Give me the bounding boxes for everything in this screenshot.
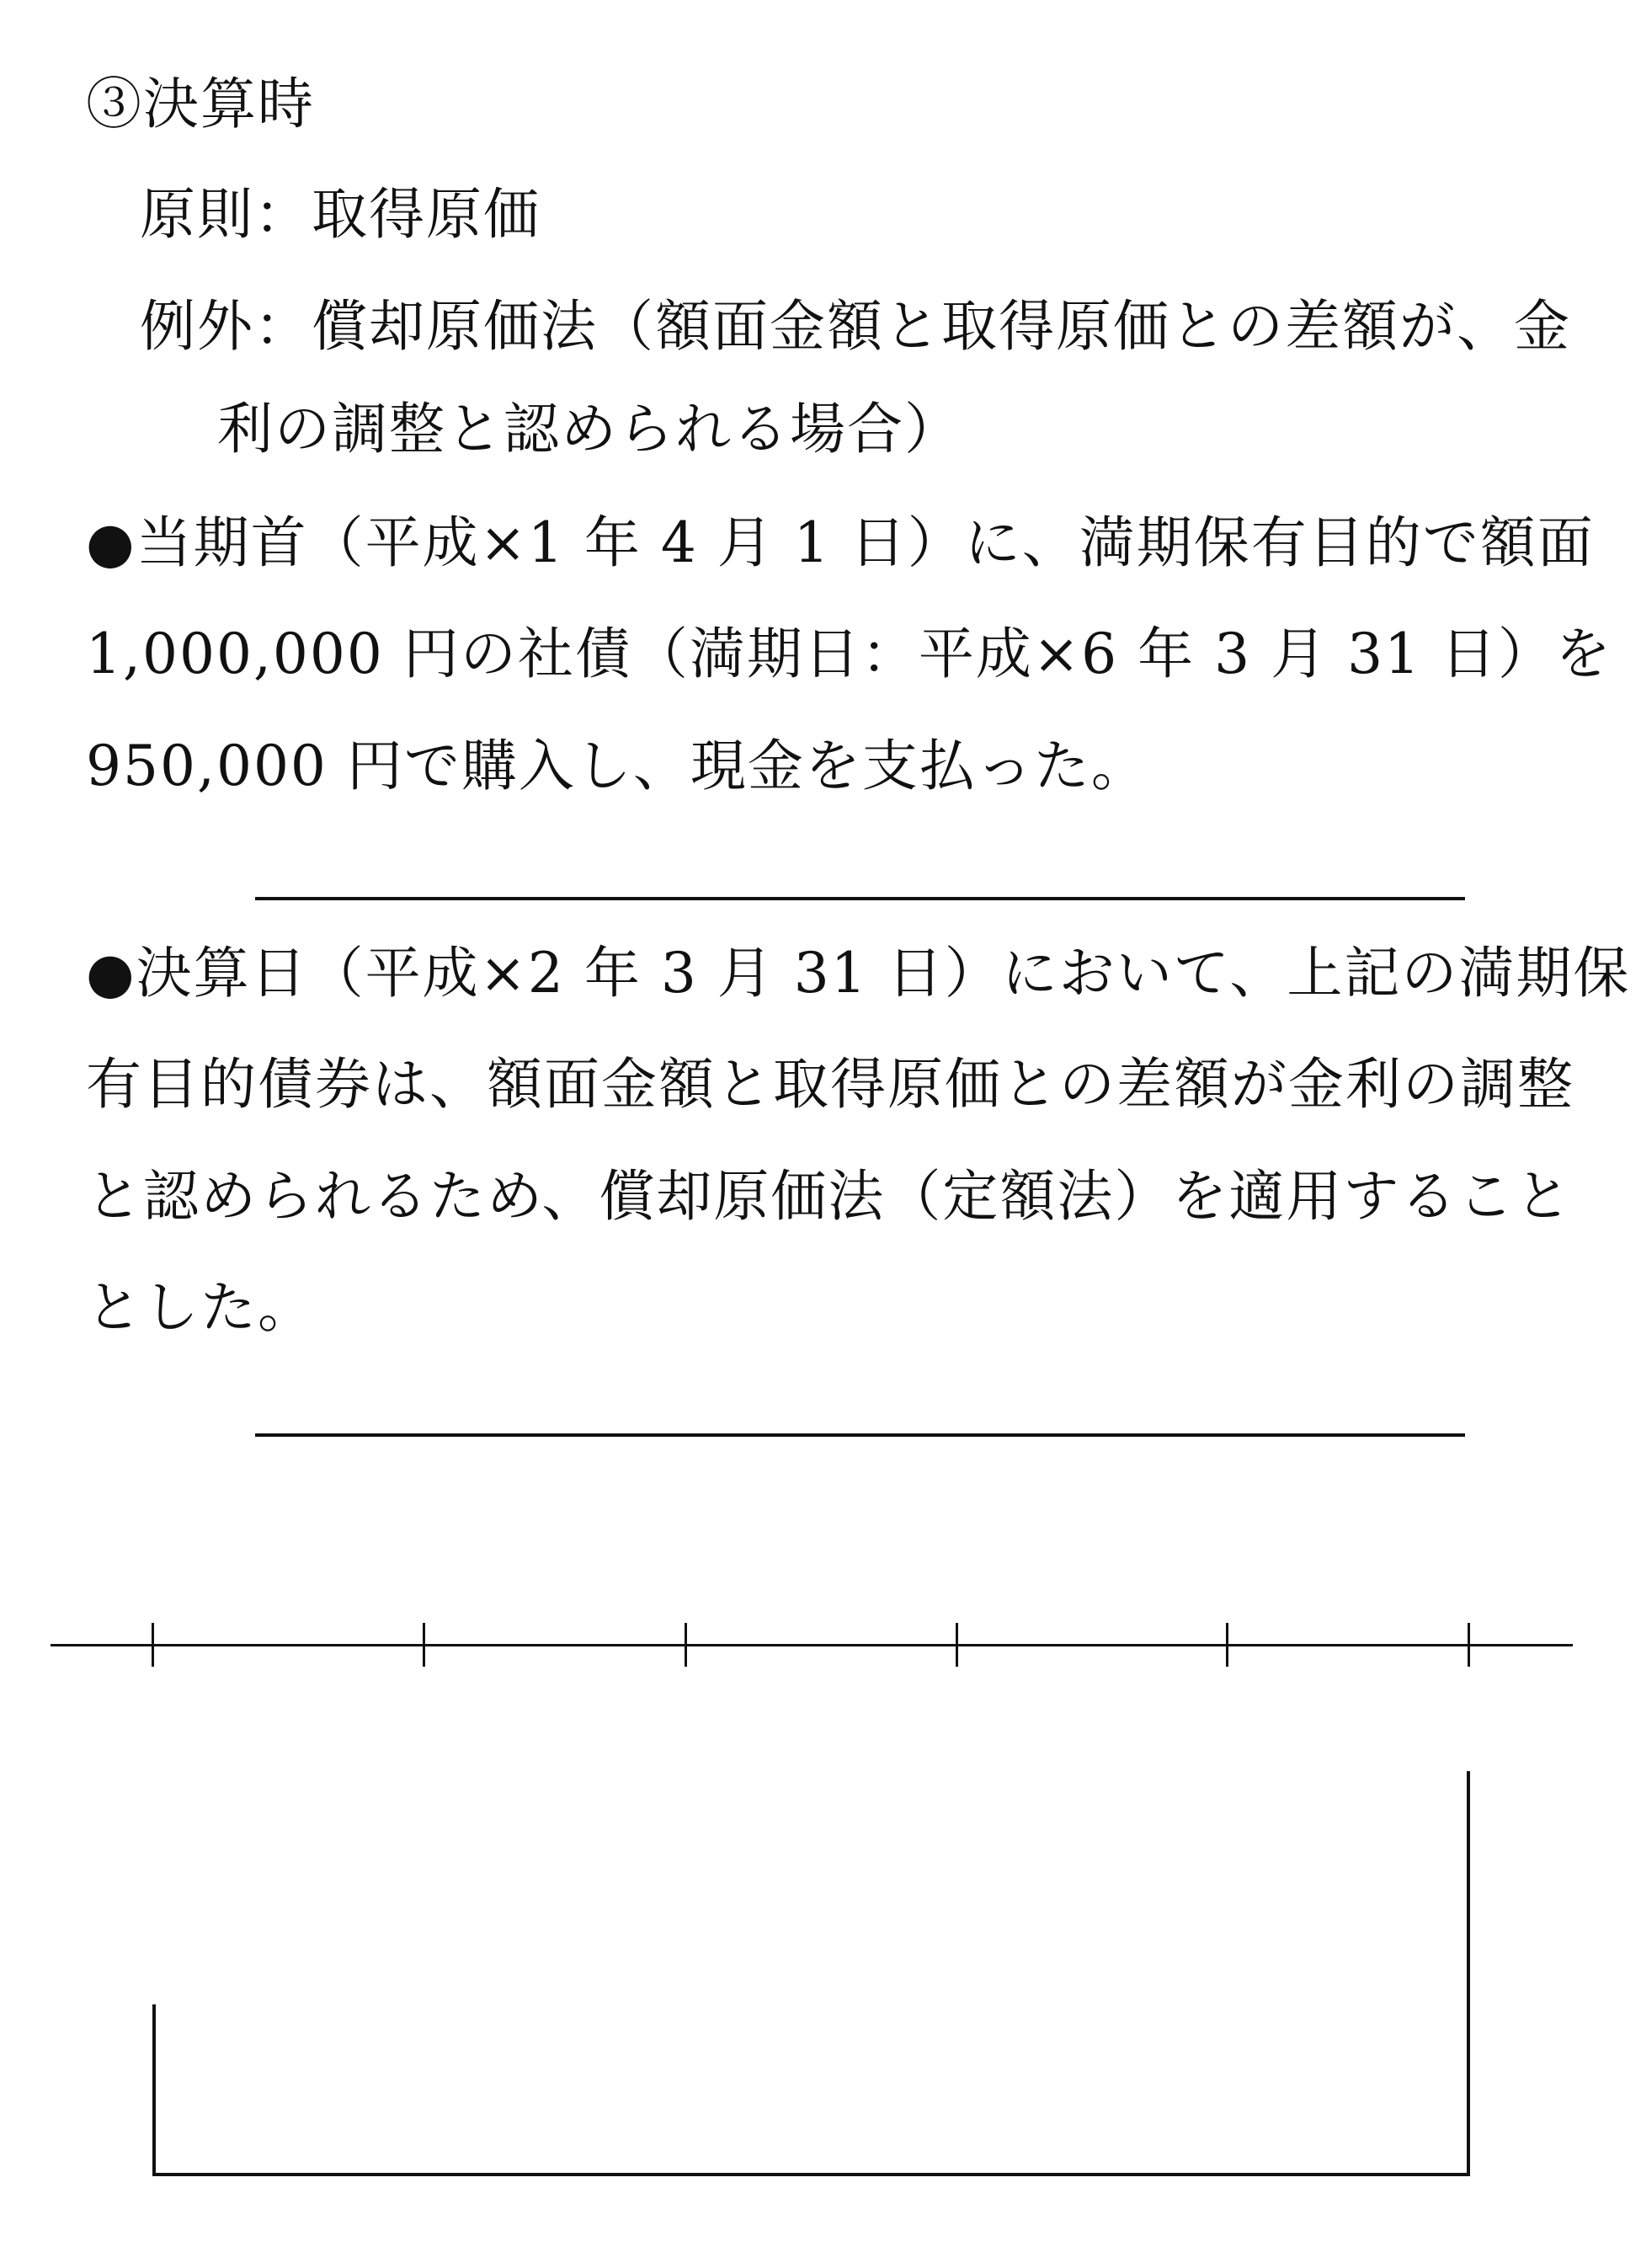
timeline-tick [152, 1623, 154, 1667]
timeline-tick [685, 1623, 687, 1667]
timeline-tick [1468, 1623, 1470, 1667]
answer-line-2[interactable] [255, 1433, 1465, 1437]
rule-exception-line2: 利の調整と認められる場合） [217, 397, 962, 462]
example2-line4: とした。 [86, 1275, 315, 1340]
timeline [51, 1644, 1573, 1646]
rule-exception-line1: 例外：償却原価法（額面金額と取得原価との差額が、金 [140, 294, 1571, 359]
answer-line-1[interactable] [255, 897, 1465, 900]
example2-line3: と認められるため、償却原価法（定額法）を適用すること [86, 1164, 1573, 1229]
example2-line1: ●決算日（平成×2 年 3 月 31 日）において、上記の満期保 [86, 941, 1631, 1006]
diagram-baseline [152, 2173, 1470, 2176]
timeline-tick [1226, 1623, 1228, 1667]
example1-line1: ●当期首（平成×1 年 4 月 1 日）に、満期保有目的で額面 [86, 510, 1595, 575]
example1-line2: 1,000,000 円の社債（満期日：平成×6 年 3 月 31 日）を [86, 622, 1613, 686]
heading: ③決算時 [86, 72, 315, 136]
example2-line2: 有目的債券は、額面金額と取得原価との差額が金利の調整 [86, 1052, 1574, 1117]
rule-principle: 原則：取得原価 [140, 182, 541, 247]
timeline-tick [423, 1623, 425, 1667]
diagram-right-bar [1467, 1771, 1470, 2173]
example1-line3: 950,000 円で購入し、現金を支払った。 [86, 734, 1148, 798]
timeline-tick [956, 1623, 958, 1667]
diagram-left-bar [152, 2004, 156, 2173]
